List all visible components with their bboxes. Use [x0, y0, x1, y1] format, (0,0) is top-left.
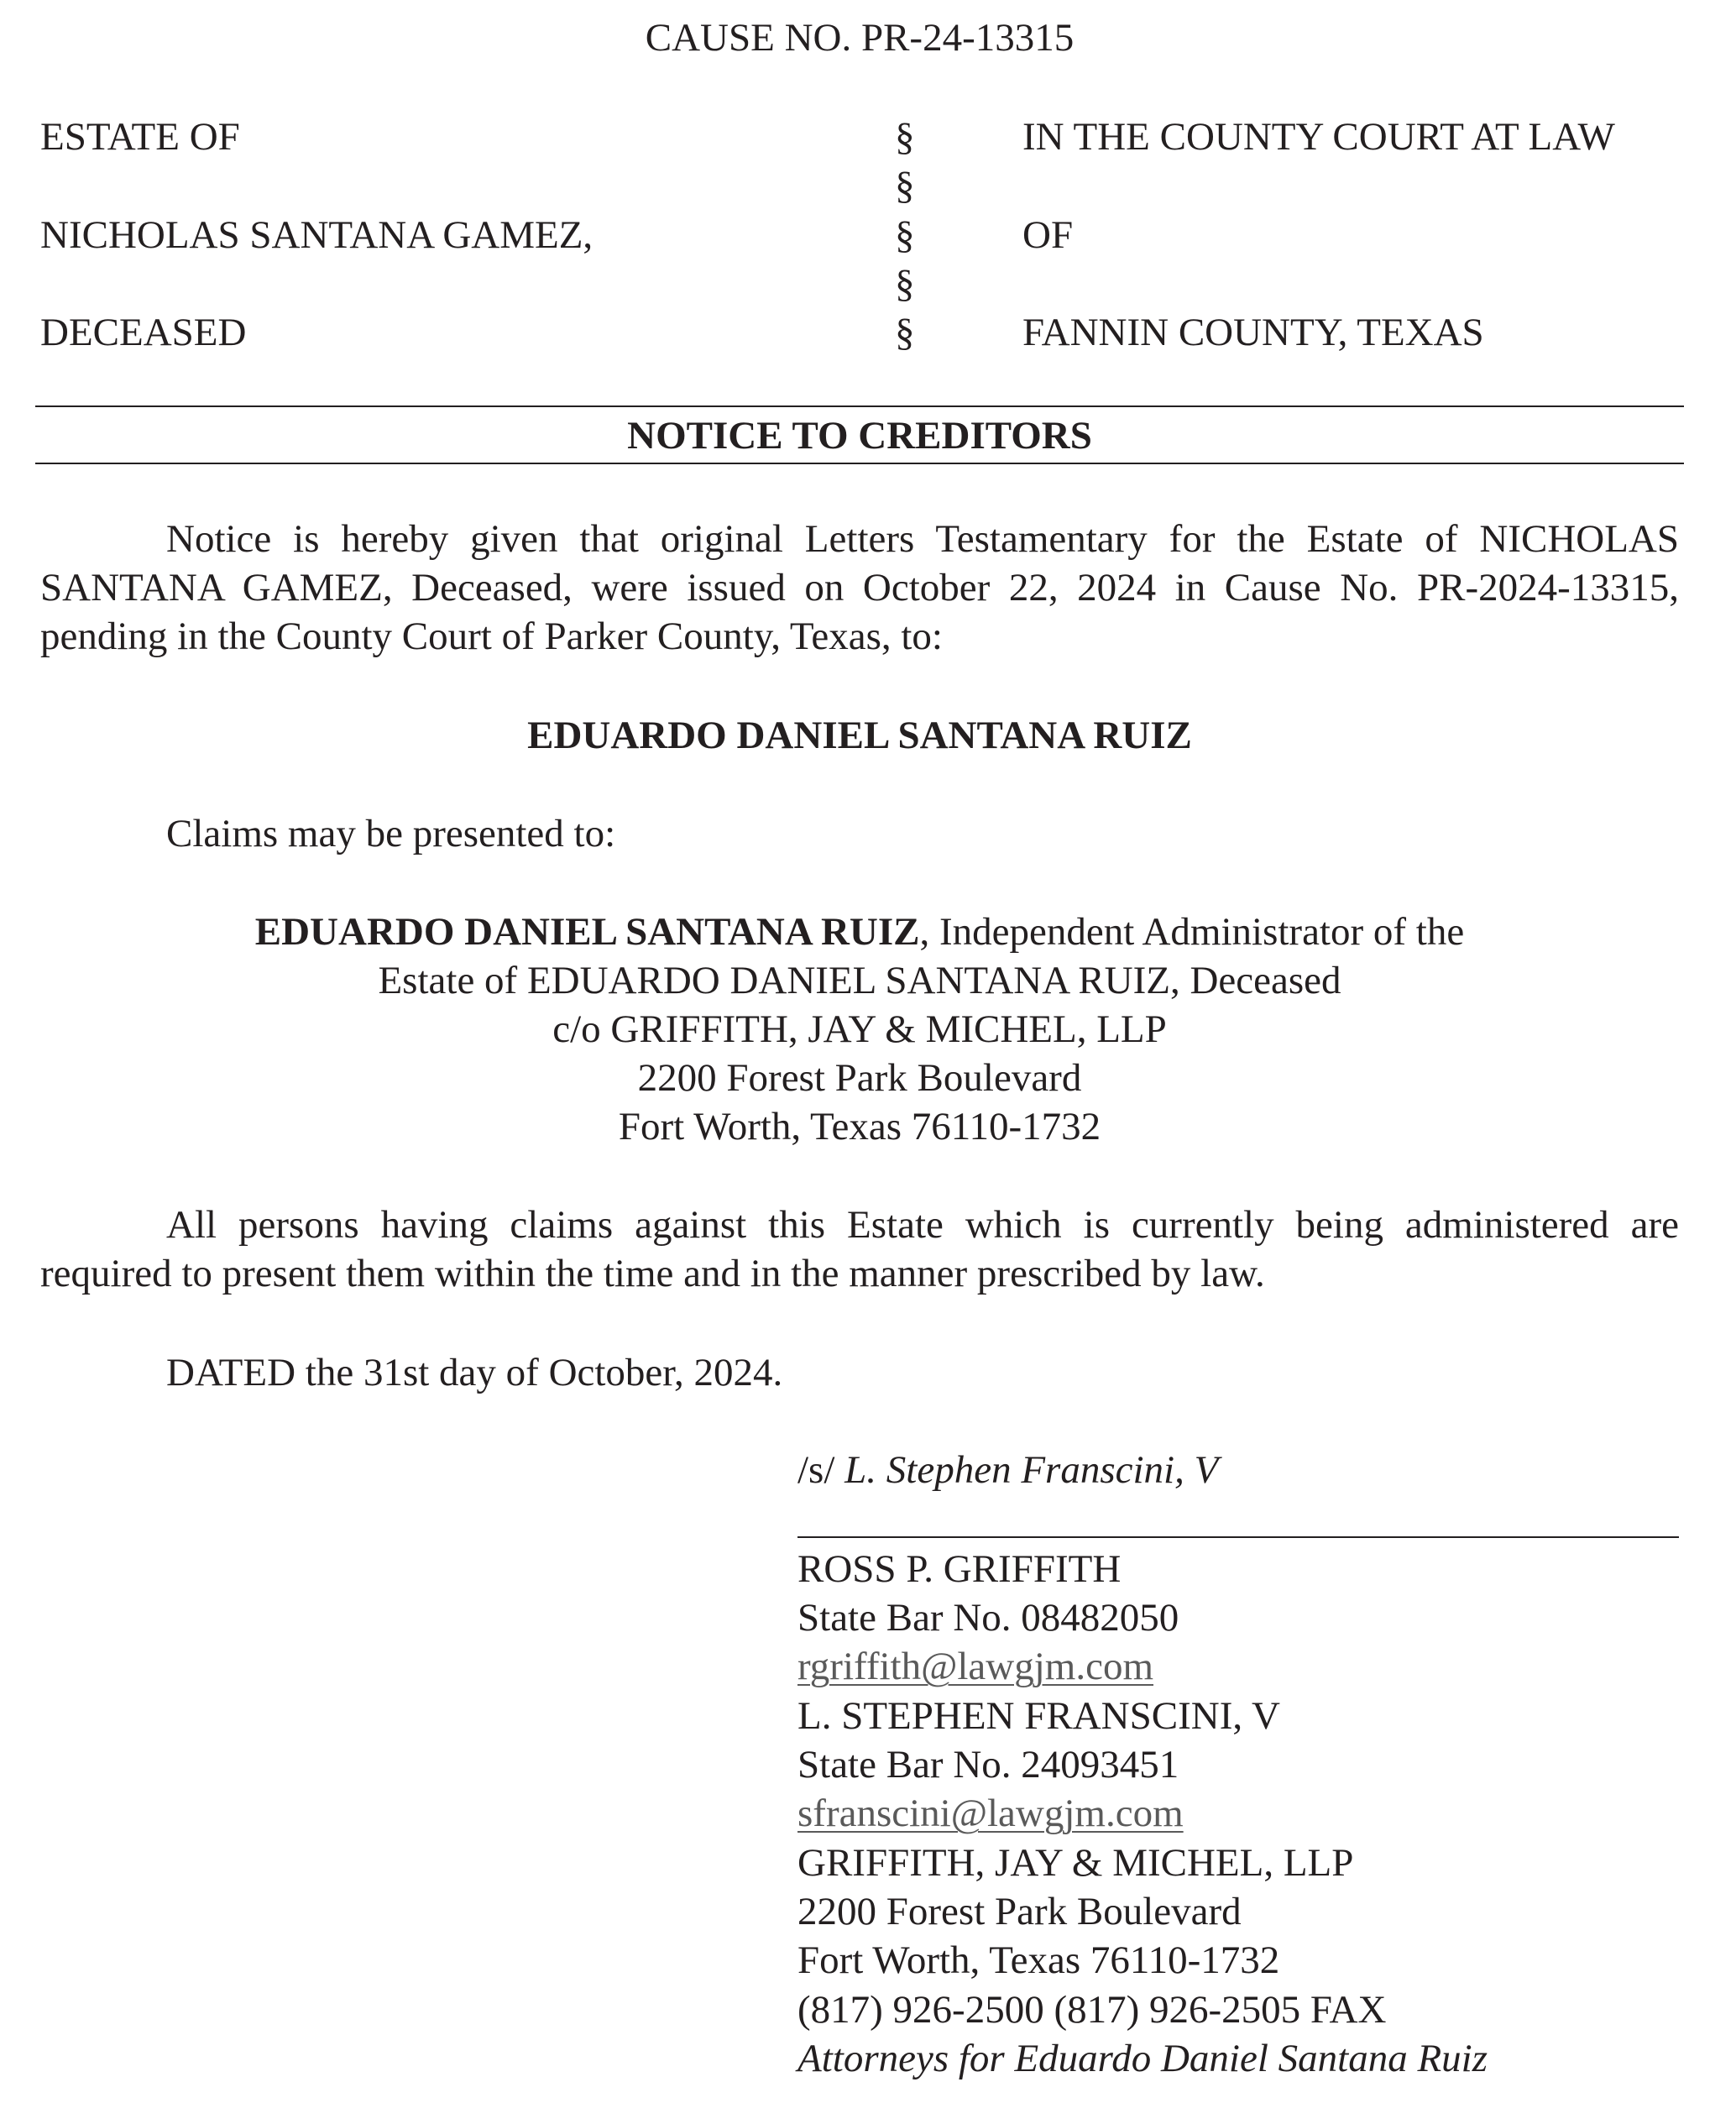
paragraph-2-line-1: All persons having claims against this Estate which is currently being administered are: [166, 1203, 1679, 1247]
claims-address-name: EDUARDO DANIEL SANTANA RUIZ: [254, 910, 920, 954]
claims-address-title: , Independent Administrator of the: [919, 910, 1465, 954]
cause-number: CAUSE NO. PR-24-13315: [645, 16, 1075, 60]
signature-rule: [797, 1536, 1679, 1538]
paragraph-1-line-3: pending in the County Court of Parker County, Texas, to:: [40, 615, 943, 658]
caption-decedent-name: NICHOLAS SANTANA GAMEZ,: [40, 213, 593, 257]
claims-address-line-1: [0, 910, 1719, 954]
title-top-rule: [35, 405, 1684, 407]
claims-address-line-5: Fort Worth, Texas 76110-1732: [618, 1105, 1101, 1148]
firm-phone-fax: (817) 926-2500 (817) 926-2505 FAX: [797, 1988, 1387, 2032]
attorney-1-email-link[interactable]: rgriffith@lawgjm.com: [797, 1645, 1154, 1688]
claims-address-line-4: 2200 Forest Park Boulevard: [637, 1056, 1082, 1100]
section-symbol: §: [895, 115, 915, 159]
paragraph-1-line-1: Notice is hereby given that original Letters Testamentary for the Estate of NICHOLAS: [166, 517, 1679, 561]
firm-street: 2200 Forest Park Boulevard: [797, 1890, 1242, 1933]
signature-prefix: /s/: [797, 1448, 835, 1492]
section-symbol: §: [895, 164, 915, 207]
caption-court: IN THE COUNTY COURT AT LAW: [1022, 115, 1615, 159]
caption-deceased: DECEASED: [40, 311, 247, 354]
section-symbol: §: [895, 262, 915, 306]
claims-address-line-2: Estate of EDUARDO DANIEL SANTANA RUIZ, Deceased: [378, 959, 1341, 1002]
section-symbol: §: [895, 311, 915, 354]
section-symbol: §: [895, 213, 915, 257]
document-title: NOTICE TO CREDITORS: [627, 414, 1092, 458]
attorney-2-email-link[interactable]: sfranscini@lawgjm.com: [797, 1792, 1184, 1835]
caption-of: OF: [1022, 213, 1074, 257]
caption-county: FANNIN COUNTY, TEXAS: [1022, 311, 1484, 354]
attorney-2-bar: State Bar No. 24093451: [797, 1743, 1179, 1787]
attorney-role: Attorneys for Eduardo Daniel Santana Ruiz: [797, 2037, 1488, 2080]
executor-name: EDUARDO DANIEL SANTANA RUIZ: [527, 714, 1192, 757]
claims-address-line-3: c/o GRIFFITH, JAY & MICHEL, LLP: [552, 1007, 1167, 1051]
signature: [797, 1448, 1219, 1492]
attorney-1-name: ROSS P. GRIFFITH: [797, 1547, 1122, 1591]
title-bottom-rule: [35, 463, 1684, 464]
paragraph-2-line-2: required to present them within the time and in the manner prescribed by law.: [40, 1252, 1265, 1295]
attorney-1-bar: State Bar No. 08482050: [797, 1596, 1179, 1640]
caption-estate-of: ESTATE OF: [40, 115, 240, 159]
firm-name: GRIFFITH, JAY & MICHEL, LLP: [797, 1841, 1354, 1885]
attorney-2-name: L. STEPHEN FRANSCINI, V: [797, 1694, 1280, 1738]
paragraph-1-line-2: SANTANA GAMEZ, Deceased, were issued on October 22, 2024 in Cause No. PR-2024-13315,: [40, 566, 1679, 609]
signature-name: L. Stephen Franscini, V: [844, 1448, 1219, 1492]
firm-city: Fort Worth, Texas 76110-1732: [797, 1938, 1280, 1982]
dated-line: DATED the 31st day of October, 2024.: [166, 1351, 783, 1394]
claims-intro: Claims may be presented to:: [166, 812, 616, 855]
